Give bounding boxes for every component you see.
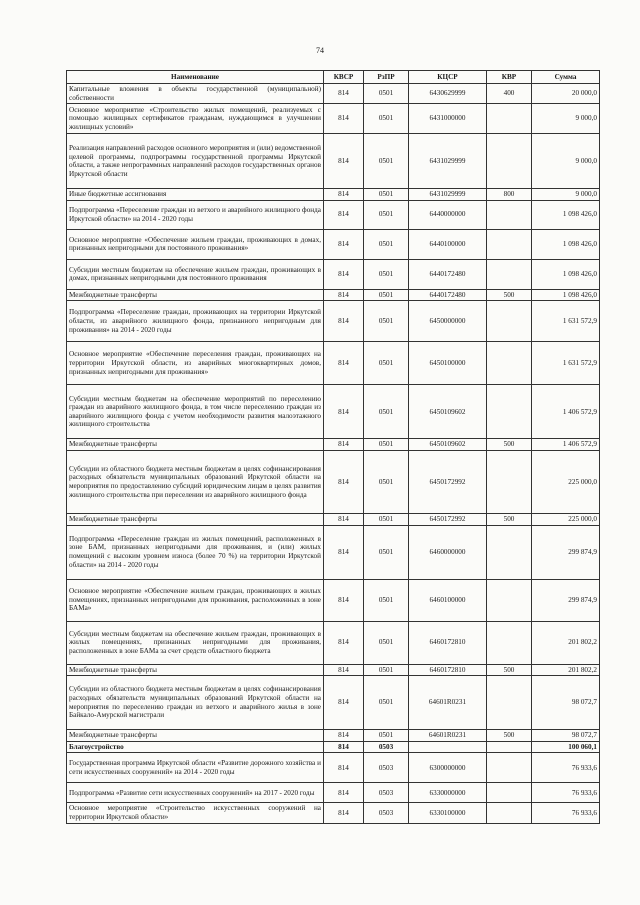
cell-rzpr: 0501 — [364, 730, 409, 742]
header-kcsr: КЦСР — [409, 71, 487, 84]
cell-kcsr: 6330000000 — [409, 783, 487, 803]
table-row — [67, 84, 600, 104]
cell-name: Основное мероприятие «Обеспечение жильем граждан, проживающих в жилых помещениях, признанных непригодными для проживания, расположенных в зоне БАМа» — [67, 579, 324, 621]
cell-kcsr: 6450109602 — [409, 385, 487, 439]
cell-kcsr: 6431029999 — [409, 189, 487, 201]
table-row — [67, 676, 600, 730]
cell-name: Межбюджетные трансферты — [67, 439, 324, 451]
cell-rzpr: 0501 — [364, 301, 409, 342]
cell-kcsr: 6450100000 — [409, 342, 487, 385]
cell-sum: 100 060,1 — [532, 741, 600, 753]
cell-kcsr — [409, 741, 487, 753]
cell-name: Благоустройство — [67, 741, 324, 753]
cell-name: Межбюджетные трансферты — [67, 730, 324, 742]
cell-rzpr: 0501 — [364, 259, 409, 289]
cell-sum: 76 933,6 — [532, 753, 600, 783]
cell-kvsr: 814 — [324, 753, 364, 783]
header-rzpr: РзПР — [364, 71, 409, 84]
cell-kcsr: 6460172810 — [409, 621, 487, 664]
cell-kcsr: 6440100000 — [409, 229, 487, 259]
cell-rzpr: 0501 — [364, 229, 409, 259]
cell-name: Субсидии из областного бюджета местным бюджетам в целях софинансирования расходных обязательств муниципальных образований Иркутской области на мероприятия по предоставлению субсидий юридическим лицам в целях развития жилищного строительства при переселении из аварийного жилищного фонда — [67, 450, 324, 513]
cell-kvsr: 814 — [324, 439, 364, 451]
table-row — [67, 783, 600, 803]
cell-kvr — [487, 200, 532, 229]
cell-sum: 299 874,9 — [532, 579, 600, 621]
cell-kcsr: 6431000000 — [409, 104, 487, 134]
cell-kcsr: 6431029999 — [409, 134, 487, 189]
cell-name: Подпрограмма «Переселение граждан из ветхого и аварийного жилищного фонда Иркутской области» на 2014 - 2020 годы — [67, 200, 324, 229]
cell-name: Субсидии местным бюджетам на обеспечение жильем граждан, проживающих в домах, признанных непригодными для постоянного проживания — [67, 259, 324, 289]
table-row — [67, 753, 600, 783]
cell-rzpr: 0503 — [364, 803, 409, 823]
cell-kcsr: 6430629999 — [409, 84, 487, 104]
cell-rzpr: 0501 — [364, 104, 409, 134]
cell-kcsr: 6460100000 — [409, 579, 487, 621]
cell-sum: 20 000,0 — [532, 84, 600, 104]
cell-kvr — [487, 259, 532, 289]
header-kvr: КВР — [487, 71, 532, 84]
cell-kcsr: 6440172480 — [409, 259, 487, 289]
cell-name: Капитальные вложения в объекты государственной (муниципальной) собственности — [67, 84, 324, 104]
table-row — [67, 259, 600, 289]
page-number: 74 — [316, 46, 324, 55]
cell-sum: 1 631 572,9 — [532, 342, 600, 385]
cell-kvsr: 814 — [324, 229, 364, 259]
header-kvsr: КВСР — [324, 71, 364, 84]
table-row — [67, 104, 600, 134]
cell-kvsr: 814 — [324, 741, 364, 753]
cell-rzpr: 0501 — [364, 664, 409, 676]
cell-rzpr: 0501 — [364, 513, 409, 525]
cell-kcsr: 6300000000 — [409, 753, 487, 783]
cell-sum: 299 874,9 — [532, 525, 600, 579]
cell-sum: 201 802,2 — [532, 621, 600, 664]
cell-kvsr: 814 — [324, 342, 364, 385]
table-row — [67, 730, 600, 742]
cell-rzpr: 0501 — [364, 84, 409, 104]
cell-rzpr: 0501 — [364, 525, 409, 579]
cell-name: Подпрограмма «Развитие сети искусственных сооружений» на 2017 - 2020 годы — [67, 783, 324, 803]
cell-rzpr: 0501 — [364, 342, 409, 385]
cell-name: Субсидии из областного бюджета местным бюджетам в целях софинансирования расходных обязательств муниципальных образований Иркутской области на мероприятия по переселению граждан из ветхого и аварийного жилья в зоне Байкало-Амурской магистрали — [67, 676, 324, 730]
cell-sum: 1 406 572,9 — [532, 439, 600, 451]
cell-kvsr: 814 — [324, 525, 364, 579]
cell-rzpr: 0501 — [364, 189, 409, 201]
cell-sum: 1 098 426,0 — [532, 289, 600, 301]
cell-sum: 9 000,0 — [532, 134, 600, 189]
cell-kvr — [487, 579, 532, 621]
table-row — [67, 189, 600, 201]
cell-name: Реализация направлений расходов основного мероприятия и (или) ведомственной целевой программы, подпрограммы государственной программы Иркутской области, а также непрограммных направлений расходов государственных органов Иркутской области — [67, 134, 324, 189]
cell-kcsr: 6450109602 — [409, 439, 487, 451]
cell-kvr: 500 — [487, 730, 532, 742]
table-row — [67, 439, 600, 451]
header-sum: Сумма — [532, 71, 600, 84]
cell-kvr — [487, 229, 532, 259]
cell-kvr — [487, 450, 532, 513]
cell-name: Межбюджетные трансферты — [67, 289, 324, 301]
cell-rzpr: 0501 — [364, 450, 409, 513]
cell-name: Подпрограмма «Переселение граждан, проживающих на территории Иркутской области, из аварийного жилищного фонда, признанного непригодным для проживания» на 2014 - 2020 годы — [67, 301, 324, 342]
cell-kvsr: 814 — [324, 513, 364, 525]
cell-kvsr: 814 — [324, 385, 364, 439]
cell-kvsr: 814 — [324, 803, 364, 823]
cell-kvr — [487, 342, 532, 385]
cell-kcsr: 6460000000 — [409, 525, 487, 579]
cell-kcsr: 6460172810 — [409, 664, 487, 676]
cell-kvsr: 814 — [324, 621, 364, 664]
cell-sum: 1 631 572,9 — [532, 301, 600, 342]
cell-sum: 225 000,0 — [532, 513, 600, 525]
cell-kvsr: 814 — [324, 783, 364, 803]
table-row — [67, 450, 600, 513]
table-row — [67, 803, 600, 823]
cell-sum: 225 000,0 — [532, 450, 600, 513]
cell-kvr — [487, 525, 532, 579]
cell-kvr — [487, 301, 532, 342]
table-row — [67, 342, 600, 385]
table-row — [67, 664, 600, 676]
cell-kvsr: 814 — [324, 664, 364, 676]
cell-name: Межбюджетные трансферты — [67, 513, 324, 525]
cell-kvr: 400 — [487, 84, 532, 104]
cell-kvsr: 814 — [324, 676, 364, 730]
table-header-row — [67, 71, 600, 84]
cell-rzpr: 0501 — [364, 621, 409, 664]
cell-kcsr: 6450172992 — [409, 450, 487, 513]
cell-kcsr: 6450172992 — [409, 513, 487, 525]
cell-kvsr: 814 — [324, 134, 364, 189]
cell-rzpr: 0503 — [364, 741, 409, 753]
table-row — [67, 385, 600, 439]
cell-name: Основное мероприятие «Строительство жилых помещений, реализуемых с помощью жилищных сертификатов гражданам, нуждающимся в улучшении жилищных условий» — [67, 104, 324, 134]
cell-kvr — [487, 803, 532, 823]
table-row — [67, 289, 600, 301]
cell-rzpr: 0501 — [364, 579, 409, 621]
cell-kvsr: 814 — [324, 289, 364, 301]
cell-kvr: 500 — [487, 664, 532, 676]
cell-kvr — [487, 621, 532, 664]
cell-sum: 76 933,6 — [532, 803, 600, 823]
cell-sum: 76 933,6 — [532, 783, 600, 803]
cell-sum: 1 098 426,0 — [532, 200, 600, 229]
cell-rzpr: 0501 — [364, 200, 409, 229]
budget-table — [66, 70, 600, 824]
cell-kvsr: 814 — [324, 450, 364, 513]
cell-sum: 1 406 572,9 — [532, 385, 600, 439]
cell-kvr — [487, 783, 532, 803]
table-row — [67, 579, 600, 621]
cell-sum: 1 098 426,0 — [532, 229, 600, 259]
cell-kvr: 500 — [487, 289, 532, 301]
cell-kvr: 500 — [487, 439, 532, 451]
cell-name: Субсидии местным бюджетам на обеспечение мероприятий по переселению граждан из аварийного жилищного фонда, в том числе переселению граждан из аварийного жилищного фонда с учетом необходимости развития малоэтажного жилищного строительства — [67, 385, 324, 439]
cell-kvr: 500 — [487, 513, 532, 525]
table-row — [67, 513, 600, 525]
cell-kvr — [487, 134, 532, 189]
cell-sum: 98 072,7 — [532, 730, 600, 742]
cell-kvsr: 814 — [324, 84, 364, 104]
cell-name: Иные бюджетные ассигнования — [67, 189, 324, 201]
cell-rzpr: 0501 — [364, 289, 409, 301]
cell-name: Субсидии местным бюджетам на обеспечение жильем граждан, проживающих в жилых помещениях, признанных непригодными для проживания, расположенных в зоне БАМа за счет средств областного бюджета — [67, 621, 324, 664]
cell-kcsr: 6450000000 — [409, 301, 487, 342]
cell-rzpr: 0501 — [364, 439, 409, 451]
table-row — [67, 200, 600, 229]
cell-kcsr: 6330100000 — [409, 803, 487, 823]
cell-rzpr: 0501 — [364, 134, 409, 189]
cell-rzpr: 0501 — [364, 676, 409, 730]
table-row — [67, 621, 600, 664]
cell-kvsr: 814 — [324, 301, 364, 342]
cell-kvsr: 814 — [324, 200, 364, 229]
cell-kcsr: 6440172480 — [409, 289, 487, 301]
cell-kvr — [487, 385, 532, 439]
cell-name: Основное мероприятие «Строительство искусственных сооружений на территории Иркутской области» — [67, 803, 324, 823]
cell-kvr — [487, 676, 532, 730]
table-body — [67, 84, 600, 824]
cell-kcsr: 64601R0231 — [409, 730, 487, 742]
cell-kvsr: 814 — [324, 579, 364, 621]
cell-kcsr: 64601R0231 — [409, 676, 487, 730]
cell-kcsr: 6440000000 — [409, 200, 487, 229]
header-name: Наименование — [67, 71, 324, 84]
cell-rzpr: 0503 — [364, 783, 409, 803]
cell-kvsr: 814 — [324, 259, 364, 289]
cell-rzpr: 0501 — [364, 385, 409, 439]
cell-kvr — [487, 741, 532, 753]
cell-kvr: 800 — [487, 189, 532, 201]
cell-rzpr: 0503 — [364, 753, 409, 783]
cell-sum: 201 802,2 — [532, 664, 600, 676]
cell-name: Государственная программа Иркутской области «Развитие дорожного хозяйства и сети искусственных сооружений» на 2014 - 2020 годы — [67, 753, 324, 783]
table-row — [67, 301, 600, 342]
table-row — [67, 229, 600, 259]
table-row — [67, 741, 600, 753]
cell-kvsr: 814 — [324, 104, 364, 134]
cell-kvr — [487, 753, 532, 783]
cell-sum: 9 000,0 — [532, 104, 600, 134]
cell-sum: 1 098 426,0 — [532, 259, 600, 289]
table-row — [67, 525, 600, 579]
cell-name: Подпрограмма «Переселение граждан из жилых помещений, расположенных в зоне БАМ, признанных непригодными для проживания, и (или) жилых помещений с высоким уровнем износа (более 70 %) на территории Иркутской области» на 2014 - 2020 годы — [67, 525, 324, 579]
cell-sum: 98 072,7 — [532, 676, 600, 730]
cell-kvsr: 814 — [324, 730, 364, 742]
table-row — [67, 134, 600, 189]
cell-kvsr: 814 — [324, 189, 364, 201]
cell-name: Межбюджетные трансферты — [67, 664, 324, 676]
cell-name: Основное мероприятие «Обеспечение переселения граждан, проживающих на территории Иркутской области, из аварийных многоквартирных домов, признанных непригодными для проживания» — [67, 342, 324, 385]
cell-name: Основное мероприятие «Обеспечение жильем граждан, проживающих в домах, признанных непригодными для постоянного проживания» — [67, 229, 324, 259]
cell-kvr — [487, 104, 532, 134]
cell-sum: 9 000,0 — [532, 189, 600, 201]
